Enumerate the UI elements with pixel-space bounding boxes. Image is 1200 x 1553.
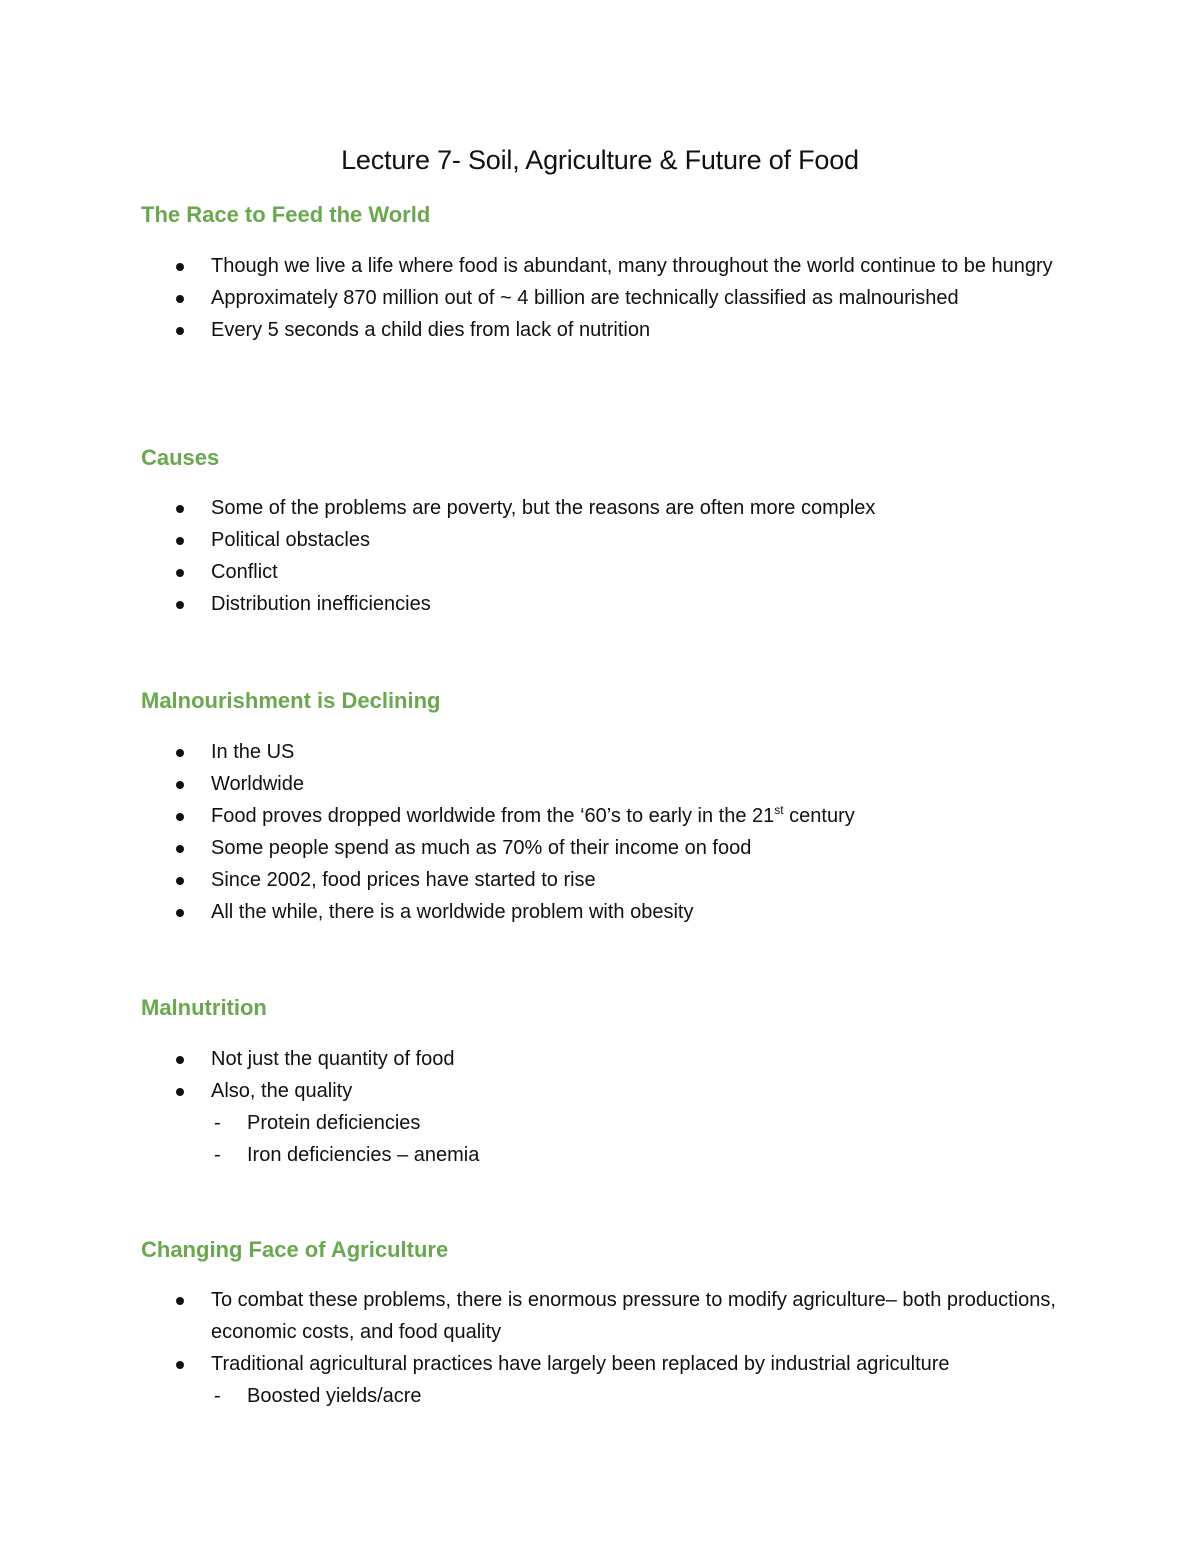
list-item: Not just the quantity of food	[141, 1043, 1061, 1075]
dash-icon: -	[214, 1112, 221, 1134]
list-item: Some of the problems are poverty, but the reasons are often more complex	[141, 492, 1061, 524]
bullet-list	[141, 1043, 1061, 1171]
list-item: To combat these problems, there is enormous pressure to modify agriculture– both productions, economic costs, and food quality	[141, 1284, 1061, 1348]
section-heading: Causes	[141, 445, 220, 470]
sub-list-item: - Iron deficiencies – anemia	[211, 1139, 1061, 1171]
bullet-icon	[176, 813, 184, 821]
list-item: In the US	[141, 736, 1061, 768]
list-item: Food proves dropped worldwide from the ‘60’s to early in the 21st century	[141, 800, 1061, 832]
list-item: Traditional agricultural practices have largely been replaced by industrial agriculture - Boosted yields/acre	[141, 1348, 1061, 1412]
bullet-icon	[176, 749, 184, 757]
sub-list	[211, 1107, 1061, 1171]
bullet-icon	[176, 327, 184, 335]
bullet-icon	[176, 1361, 184, 1369]
list-item: Some people spend as much as 70% of their income on food	[141, 832, 1061, 864]
list-item: All the while, there is a worldwide problem with obesity	[141, 896, 1061, 928]
section-malnutrition	[141, 993, 1061, 1171]
bullet-icon	[176, 1297, 184, 1305]
bullet-list	[141, 492, 1061, 620]
page-title: Lecture 7- Soil, Agriculture & Future of Food	[341, 145, 859, 175]
sub-list-item: - Protein deficiencies	[211, 1107, 1061, 1139]
section-race-to-feed	[141, 200, 1061, 346]
list-item: Every 5 seconds a child dies from lack of nutrition	[141, 314, 1061, 346]
section-changing-face	[141, 1235, 1061, 1412]
bullet-list	[141, 250, 1061, 346]
sub-list	[211, 1380, 1061, 1412]
list-item: Approximately 870 million out of ~ 4 billion are technically classified as malnourished	[141, 282, 1061, 314]
bullet-icon	[176, 505, 184, 513]
dash-icon: -	[214, 1144, 221, 1166]
list-item: Conflict	[141, 556, 1061, 588]
bullet-icon	[176, 295, 184, 303]
list-item: Worldwide	[141, 768, 1061, 800]
bullet-icon	[176, 569, 184, 577]
bullet-icon	[176, 909, 184, 917]
list-item: Also, the quality - Protein deficiencies - Iron deficiencies – anemia	[141, 1075, 1061, 1171]
section-heading: Malnutrition	[141, 995, 267, 1020]
section-heading: The Race to Feed the World	[141, 202, 431, 227]
list-item: Since 2002, food prices have started to rise	[141, 864, 1061, 896]
list-item: Though we live a life where food is abundant, many throughout the world continue to be hungry	[141, 250, 1061, 282]
bullet-icon	[176, 537, 184, 545]
dash-icon: -	[214, 1385, 221, 1407]
bullet-icon	[176, 877, 184, 885]
section-causes	[141, 443, 1061, 620]
bullet-list	[141, 1284, 1061, 1412]
section-malnourishment-declining	[141, 686, 1061, 928]
section-heading: Changing Face of Agriculture	[141, 1237, 449, 1262]
bullet-list	[141, 736, 1061, 928]
bullet-icon	[176, 781, 184, 789]
bullet-icon	[176, 845, 184, 853]
bullet-icon	[176, 1056, 184, 1064]
bullet-icon	[176, 263, 184, 271]
sub-list-item: - Boosted yields/acre	[211, 1380, 1061, 1412]
list-item: Political obstacles	[141, 524, 1061, 556]
section-heading: Malnourishment is Declining	[141, 688, 441, 713]
list-item: Distribution inefficiencies	[141, 588, 1061, 620]
bullet-icon	[176, 601, 184, 609]
bullet-icon	[176, 1088, 184, 1096]
